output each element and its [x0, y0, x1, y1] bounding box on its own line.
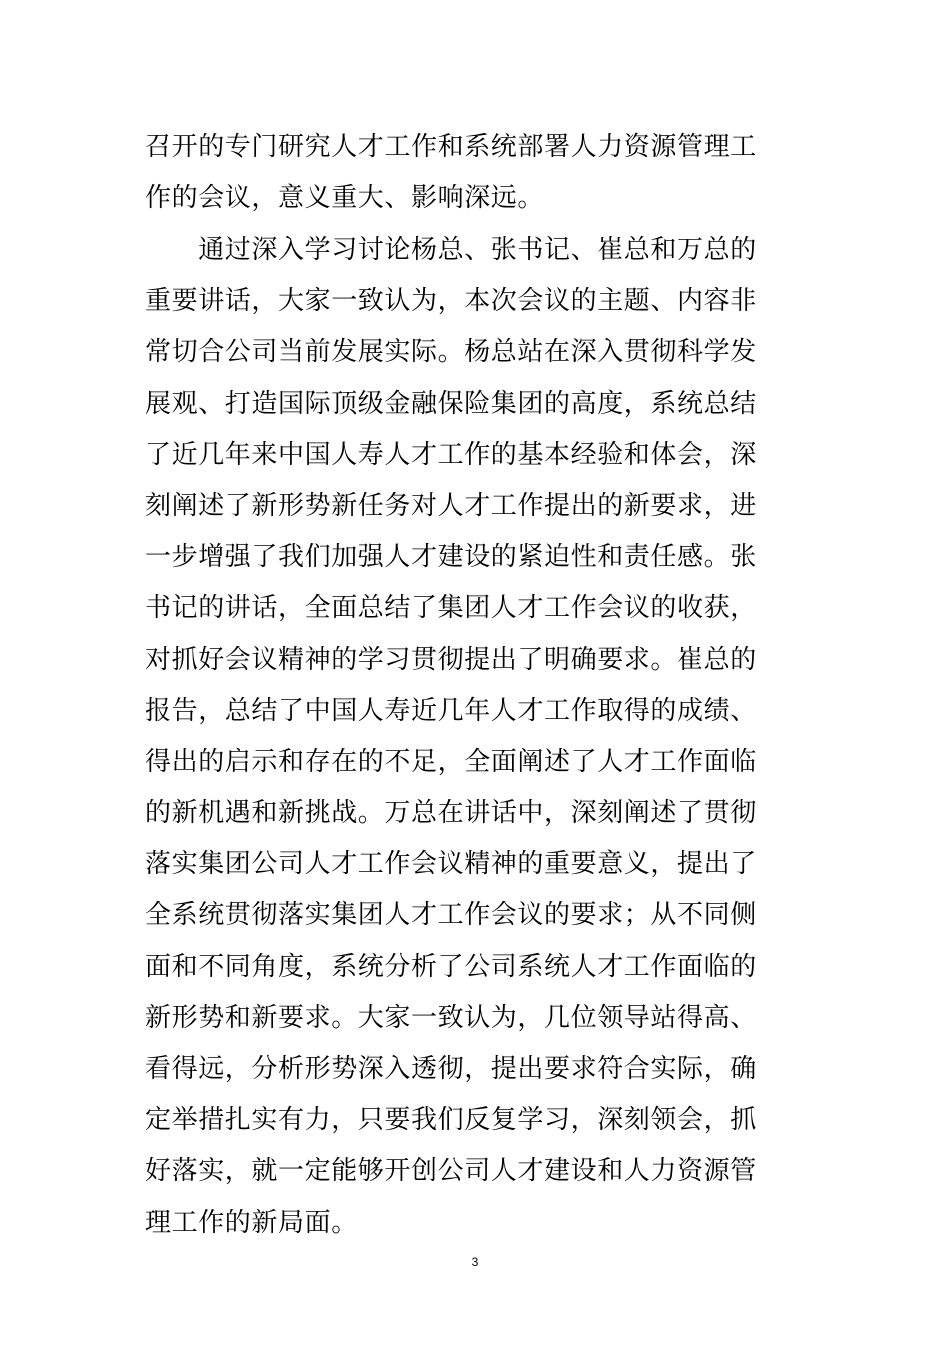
paragraph-1 [145, 122, 765, 224]
text-line: 理工作的新局面。 [145, 1207, 358, 1238]
text-line: 常切合公司当前发展实际。杨总站在深入贯彻科学发 [145, 337, 757, 368]
text-line: 得出的启示和存在的不足，全面阐述了人才工作面临 [145, 746, 757, 777]
text-line: 的新机遇和新挑战。万总在讲话中，深刻阐述了贯彻 [145, 798, 757, 829]
text-line: 报告，总结了中国人寿近几年人才工作取得的成绩、 [145, 695, 757, 726]
text-line: 召开的专门研究人才工作和系统部署人力资源管理工 [145, 132, 757, 162]
text-line: 好落实，就一定能够开创公司人才建设和人力资源管 [145, 1156, 757, 1187]
text-line: 面和不同角度，系统分析了公司系统人才工作面临的 [145, 951, 757, 982]
text-line: 看得远，分析形势深入透彻，提出要求符合实际，确 [145, 1054, 757, 1084]
text-line: 重要讲话，大家一致认为，本次会议的主题、内容非 [145, 286, 757, 317]
text-line: 展观、打造国际顶级金融保险集团的高度，系统总结 [145, 388, 757, 419]
text-line: 全系统贯彻落实集团人才工作会议的要求；从不同侧 [145, 900, 757, 931]
text-line: 落实集团公司人才工作会议精神的重要意义，提出了 [145, 849, 757, 880]
text-line: 刻阐述了新形势新任务对人才工作提出的新要求，进 [145, 490, 757, 521]
text-line: 定举措扎实有力，只要我们反复学习，深刻领会，抓 [145, 1105, 757, 1136]
paragraph-2 [145, 225, 765, 1249]
page-number: 3 [471, 1255, 479, 1269]
text-line: 一步增强了我们加强人才建设的紧迫性和责任感。张 [145, 542, 757, 573]
text-line: 新形势和新要求。大家一致认为，几位领导站得高、 [145, 1002, 757, 1033]
text-line: 了近几年来中国人寿人才工作的基本经验和体会，深 [145, 439, 757, 470]
text-line: 通过深入学习讨论杨总、张书记、崔总和万总的 [145, 235, 757, 265]
text-line: 作的会议，意义重大、影响深远。 [145, 183, 545, 214]
text-line: 书记的讲话，全面总结了集团人才工作会议的收获， [145, 593, 757, 624]
text-line: 对抓好会议精神的学习贯彻提出了明确要求。崔总的 [145, 644, 757, 675]
